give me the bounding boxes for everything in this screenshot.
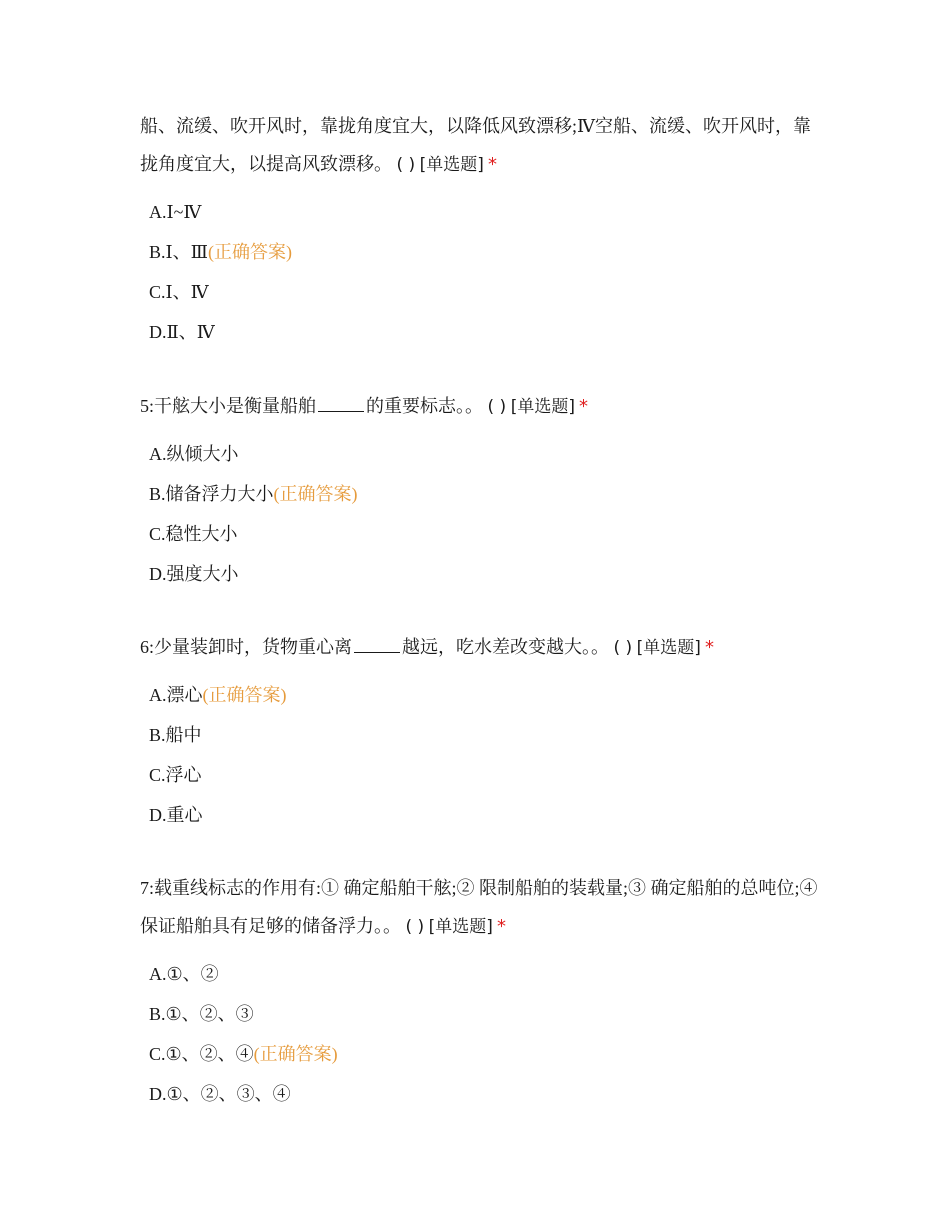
answer-paren: ( ) bbox=[396, 155, 416, 175]
option-b[interactable]: B.船中 bbox=[149, 725, 202, 745]
required-mark: * bbox=[487, 154, 497, 175]
question-6 bbox=[140, 628, 820, 835]
option-b[interactable]: B.①、②、③ bbox=[149, 1004, 254, 1024]
option-a[interactable]: A.漂心(正确答案) bbox=[149, 685, 287, 705]
option-d[interactable]: D.重心 bbox=[149, 805, 203, 825]
option-d[interactable]: D.强度大小 bbox=[149, 564, 239, 584]
correct-answer-label: (正确答案) bbox=[207, 242, 292, 262]
option-c[interactable]: C.稳性大小 bbox=[149, 524, 238, 544]
blank-line bbox=[318, 395, 364, 412]
answer-paren: ( ) bbox=[613, 638, 633, 658]
option-a[interactable]: A.纵倾大小 bbox=[149, 444, 239, 464]
options-list bbox=[140, 954, 820, 1114]
option-b[interactable]: B.Ⅰ、Ⅲ(正确答案) bbox=[149, 242, 292, 262]
option-c[interactable]: C.①、②、④(正确答案) bbox=[149, 1044, 338, 1064]
option-c[interactable]: C.Ⅰ、Ⅳ bbox=[149, 282, 209, 302]
question-text: 船、流缓、吹开风时，靠拢角度宜大，以降低风致漂移;Ⅳ空船、流缓、吹开风时，靠拢角度宜大，以提高风致漂移。 bbox=[140, 116, 811, 174]
answer-paren: ( ) bbox=[405, 917, 425, 937]
correct-answer-label: (正确答案) bbox=[253, 1044, 338, 1064]
options-list bbox=[140, 434, 820, 594]
question-text: 6:少量装卸时，货物重心离 bbox=[140, 637, 352, 657]
blank-line bbox=[354, 636, 400, 653]
question-type: [单选题] bbox=[510, 397, 575, 417]
required-mark: * bbox=[578, 396, 588, 417]
question-type: [单选题] bbox=[419, 155, 484, 175]
question-stem bbox=[140, 869, 820, 946]
correct-answer-label: (正确答案) bbox=[202, 685, 287, 705]
option-d[interactable]: D.Ⅱ、Ⅳ bbox=[149, 322, 215, 342]
required-mark: * bbox=[704, 637, 714, 658]
required-mark: * bbox=[496, 916, 506, 937]
question-5 bbox=[140, 387, 820, 594]
correct-answer-label: (正确答案) bbox=[273, 484, 358, 504]
option-d[interactable]: D.①、②、③、④ bbox=[149, 1084, 291, 1104]
option-b[interactable]: B.储备浮力大小(正确答案) bbox=[149, 484, 358, 504]
question-type: [单选题] bbox=[428, 917, 493, 937]
question-4 bbox=[140, 107, 820, 352]
question-type: [单选题] bbox=[636, 638, 701, 658]
answer-paren: ( ) bbox=[487, 397, 507, 417]
options-list bbox=[140, 675, 820, 835]
question-text: 7:载重线标志的作用有:① 确定船舶干舷;② 限制船舶的装载量;③ 确定船舶的总吨位;④ 保证船舶具有足够的储备浮力。。 bbox=[140, 878, 818, 936]
question-text: 5:干舷大小是衡量船舶 bbox=[140, 396, 317, 416]
question-text-end: 的重要标志。。 bbox=[366, 396, 484, 416]
question-text-end: 越远，吃水差改变越大。。 bbox=[402, 637, 609, 657]
option-c[interactable]: C.浮心 bbox=[149, 765, 202, 785]
option-a[interactable]: A.①、② bbox=[149, 964, 219, 984]
options-list bbox=[140, 192, 820, 352]
question-stem bbox=[140, 107, 820, 184]
option-a[interactable]: A.Ⅰ~Ⅳ bbox=[149, 202, 202, 222]
question-stem bbox=[140, 628, 820, 667]
question-stem bbox=[140, 387, 820, 426]
question-7 bbox=[140, 869, 820, 1114]
